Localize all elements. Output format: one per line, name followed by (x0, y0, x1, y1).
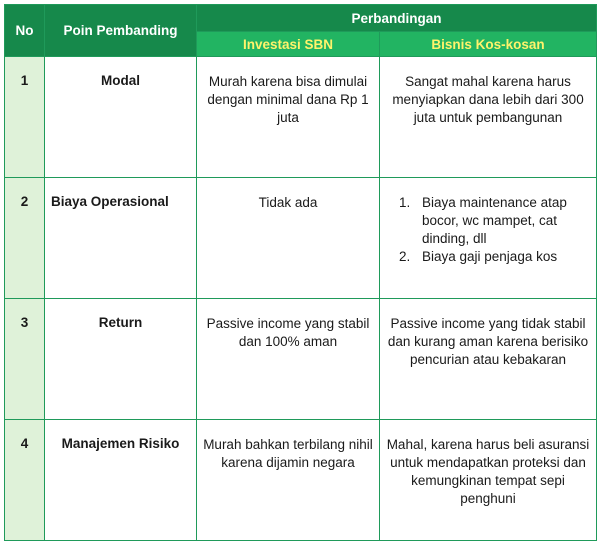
row-number: 2 (5, 178, 45, 299)
table-row (5, 178, 597, 299)
row-sbn-value: Passive income yang stabil dan 100% aman (197, 299, 380, 420)
kos-cost-list (390, 194, 590, 266)
row-criterion: Manajemen Risiko (45, 420, 197, 541)
row-criterion: Modal (45, 57, 197, 178)
table-row (5, 420, 597, 541)
comparison-table-container (4, 4, 596, 506)
header-poin-pembanding: Poin Pembanding (45, 5, 197, 57)
row-kos-value (380, 178, 597, 299)
row-kos-value: Sangat mahal karena harus menyiapkan dana lebih dari 300 juta untuk pembangunan (380, 57, 597, 178)
row-number: 4 (5, 420, 45, 541)
comparison-table (4, 4, 597, 541)
row-number: 1 (5, 57, 45, 178)
header-investasi-sbn: Investasi SBN (197, 32, 380, 57)
table-row (5, 299, 597, 420)
list-item: 2. Biaya gaji penjaga kos (414, 248, 590, 266)
row-sbn-value: Tidak ada (197, 178, 380, 299)
row-kos-value: Mahal, karena harus beli asuransi untuk mendapatkan proteksi dan kemungkinan tempat sepi penghuni (380, 420, 597, 541)
list-item: 1. Biaya maintenance atap bocor, wc mampet, cat dinding, dll (414, 194, 590, 248)
header-no: No (5, 5, 45, 57)
row-criterion: Biaya Operasional (45, 178, 197, 299)
row-sbn-value: Murah karena bisa dimulai dengan minimal dana Rp 1 juta (197, 57, 380, 178)
header-perbandingan: Perbandingan (197, 5, 597, 32)
table-row (5, 57, 597, 178)
row-number: 3 (5, 299, 45, 420)
row-sbn-value: Murah bahkan terbilang nihil karena dijamin negara (197, 420, 380, 541)
header-bisnis-kos: Bisnis Kos-kosan (380, 32, 597, 57)
row-kos-value: Passive income yang tidak stabil dan kurang aman karena berisiko pencurian atau kebakaran (380, 299, 597, 420)
row-criterion: Return (45, 299, 197, 420)
